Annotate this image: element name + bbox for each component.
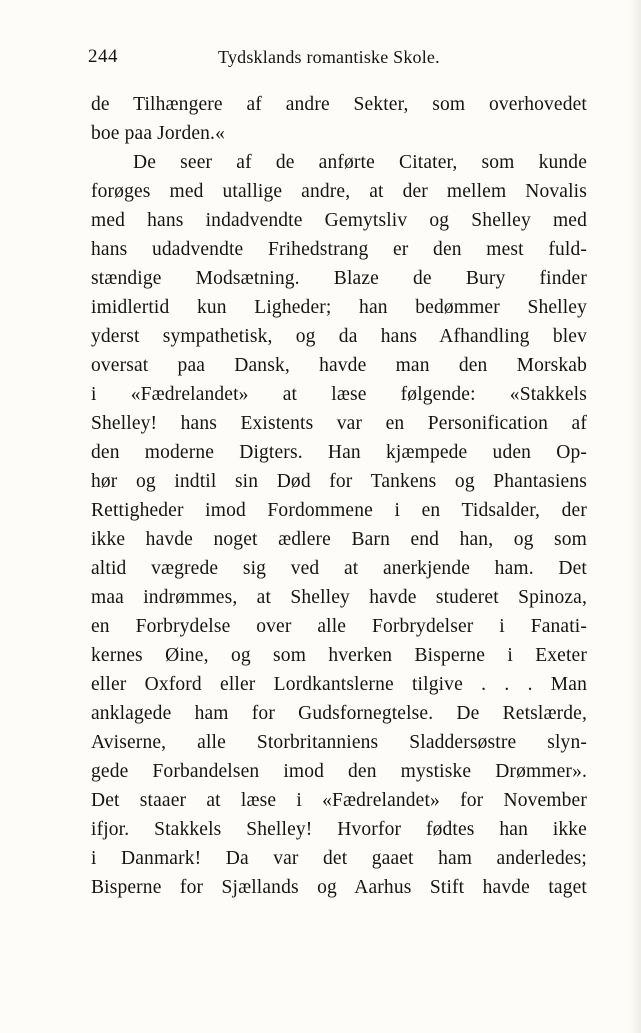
text-line: med hans indadvendte Gemytsliv og Shelley med <box>91 210 587 231</box>
text-line: Bisperne for Sjællands og Aarhus Stift havde taget <box>91 877 587 898</box>
text-line: Rettigheder imod Fordommene i en Tidsalder, der <box>91 500 587 521</box>
text-line: imidlertid kun Ligheder; han bedømmer Shelley <box>91 297 587 318</box>
text-line: kernes Øine, og som hverken Bisperne i Exeter <box>91 645 587 666</box>
text-line: yderst sympathetisk, og da hans Afhandling blev <box>91 326 587 347</box>
text-line: stændige Modsætning. Blaze de Bury finder <box>91 268 587 289</box>
text-line: ifjor. Stakkels Shelley! Hvorfor fødtes han ikke <box>91 819 587 840</box>
page-edge-shadow <box>629 0 641 1033</box>
page-number: 244 <box>88 46 118 67</box>
running-head <box>88 44 588 70</box>
text-line: Shelley! hans Existents var en Personification af <box>91 413 587 434</box>
text-line: en Forbrydelse over alle Forbrydelser i Fanati- <box>91 616 587 637</box>
text-line: altid vægrede sig ved at anerkjende ham. Det <box>91 558 587 579</box>
text-line: forøges med utallige andre, at der mellem Novalis <box>91 181 587 202</box>
text-line: ikke havde noget ædlere Barn end han, og som <box>91 529 587 550</box>
text-line: maa indrømmes, at Shelley havde studeret Spinoza, <box>91 587 587 608</box>
text-line: den moderne Digters. Han kjæmpede uden Op- <box>91 442 587 463</box>
text-line: Det staaer at læse i «Fædrelandet» for November <box>91 790 587 811</box>
text-line: gede Forbandelsen imod den mystiske Drømmer». <box>91 761 587 782</box>
body-text <box>91 90 587 902</box>
text-line: hør og indtil sin Død for Tankens og Phantasiens <box>91 471 587 492</box>
text-line: oversat paa Dansk, havde man den Morskab <box>91 355 587 376</box>
text-line: hans udadvendte Frihedstrang er den mest fuld- <box>91 239 587 260</box>
text-line: Aviserne, alle Storbritanniens Sladdersøstre slyn- <box>91 732 587 753</box>
text-line: i Danmark! Da var det gaaet ham anderledes; <box>91 848 587 869</box>
running-title: Tydsklands romantiske Skole. <box>218 47 440 67</box>
text-line: anklagede ham for Gudsfornegtelse. De Retslærde, <box>91 703 587 724</box>
text-line: i «Fædrelandet» at læse følgende: «Stakkels <box>91 384 587 405</box>
text-line: De seer af de anførte Citater, som kunde <box>133 152 587 173</box>
text-line: eller Oxford eller Lordkantslerne tilgive . . . Man <box>91 674 587 695</box>
text-line: de Tilhængere af andre Sekter, som overhovedet <box>91 94 587 115</box>
text-line: boe paa Jorden.« <box>91 123 225 144</box>
